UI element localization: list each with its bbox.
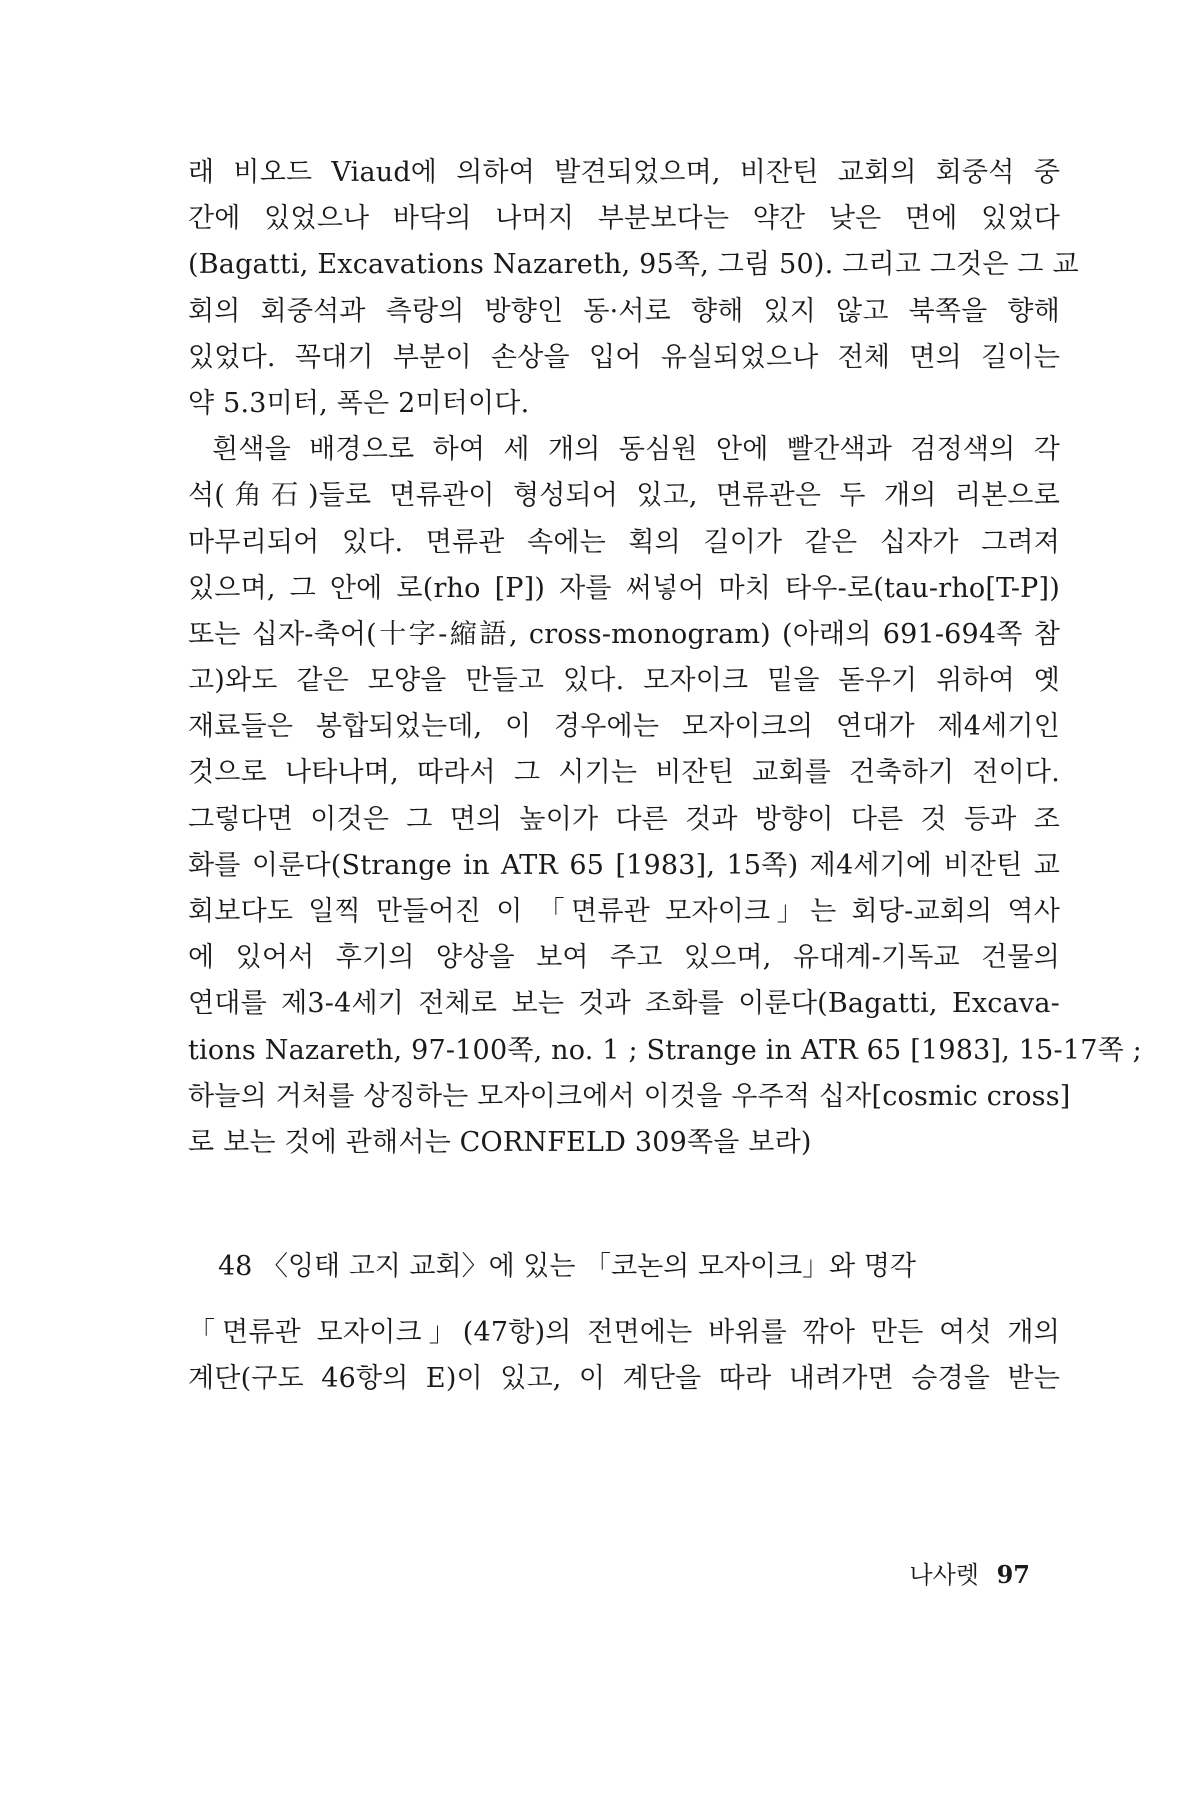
text-line: 마무리되어 있다. 면류관 속에는 획의 길이가 같은 십자가 그려져 bbox=[188, 526, 1060, 558]
text-line: 약 5.3미터, 폭은 2미터이다. bbox=[188, 387, 530, 419]
text-line: 로 보는 것에 관해서는 CORNFELD 309쪽을 보라) bbox=[188, 1126, 812, 1158]
text-line: (Bagatti, Excavations Nazareth, 95쪽, 그림 50). 그리고 그것은 그 교 bbox=[188, 249, 1079, 281]
text-line: 계단(구도 46항의 E)이 있고, 이 계단을 따라 내려가면 승경을 받는 bbox=[188, 1363, 1060, 1395]
paragraph-2 bbox=[188, 427, 1142, 1166]
text-line: 간에 있었으나 바닥의 나머지 부분보다는 약간 낮은 면에 있었다 bbox=[188, 203, 1060, 235]
text-line: 석(角石)들로 면류관이 형성되어 있고, 면류관은 두 개의 리본으로 bbox=[188, 480, 1060, 512]
section-heading: 48 〈잉태 고지 교회〉에 있는 「코논의 모자이크」와 명각 bbox=[218, 1251, 916, 1283]
text-line: 회보다도 일찍 만들어진 이 「면류관 모자이크」는 회당-교회의 역사 bbox=[188, 896, 1060, 927]
text-line: 하늘의 거처를 상징하는 모자이크에서 이것을 우주적 십자[cosmic cross] bbox=[188, 1080, 1071, 1112]
page-footer bbox=[909, 1555, 1030, 1590]
text-line: 화를 이룬다(Strange in ATR 65 [1983], 15쪽) 제4세기에 비잔틴 교 bbox=[188, 849, 1060, 881]
text-line: 것으로 나타나며, 따라서 그 시기는 비잔틴 교회를 건축하기 전이다. bbox=[188, 757, 1060, 789]
paragraph-3 bbox=[188, 1310, 1060, 1402]
running-title: 나사렛 bbox=[909, 1561, 979, 1589]
text-line: 재료들은 봉합되었는데, 이 경우에는 모자이크의 연대가 제4세기인 bbox=[188, 711, 1060, 743]
text-line: 또는 십자-축어(十字-縮語, cross-monogram) (아래의 691-694쪽 참 bbox=[188, 618, 1060, 650]
page-number: 97 bbox=[996, 1560, 1030, 1589]
text-line: 「면류관 모자이크」(47항)의 전면에는 바위를 깎아 만든 여섯 개의 bbox=[188, 1317, 1060, 1349]
text-line: 있으며, 그 안에 로(rho [P]) 자를 써넣어 마치 타우-로(tau-rho[T-P]) bbox=[188, 572, 1060, 604]
text-line: 고)와도 같은 모양을 만들고 있다. 모자이크 밑을 돋우기 위하여 옛 bbox=[188, 665, 1060, 697]
paragraph-1 bbox=[188, 150, 1079, 427]
text-line: 에 있어서 후기의 양상을 보여 주고 있으며, 유대계-기독교 건물의 bbox=[188, 942, 1060, 974]
text-line: tions Nazareth, 97-100쪽, no. 1 ; Strange in ATR 65 [1983], 15-17쪽 ; bbox=[188, 1034, 1142, 1066]
text-line: 래 비오드 Viaud에 의하여 발견되었으며, 비잔틴 교회의 회중석 중 bbox=[188, 157, 1060, 188]
text-line: 연대를 제3-4세기 전체로 보는 것과 조화를 이룬다(Bagatti, Excava- bbox=[188, 988, 1060, 1020]
text-line: 흰색을 배경으로 하여 세 개의 동심원 안에 빨간색과 검정색의 각 bbox=[212, 434, 1060, 466]
text-line: 회의 회중석과 측랑의 방향인 동·서로 향해 있지 않고 북쪽을 향해 bbox=[188, 295, 1060, 327]
text-line: 있었다. 꼭대기 부분이 손상을 입어 유실되었으나 전체 면의 길이는 bbox=[188, 341, 1060, 373]
text-line: 그렇다면 이것은 그 면의 높이가 다른 것과 방향이 다른 것 등과 조 bbox=[188, 803, 1060, 835]
page-body bbox=[188, 150, 1142, 1403]
